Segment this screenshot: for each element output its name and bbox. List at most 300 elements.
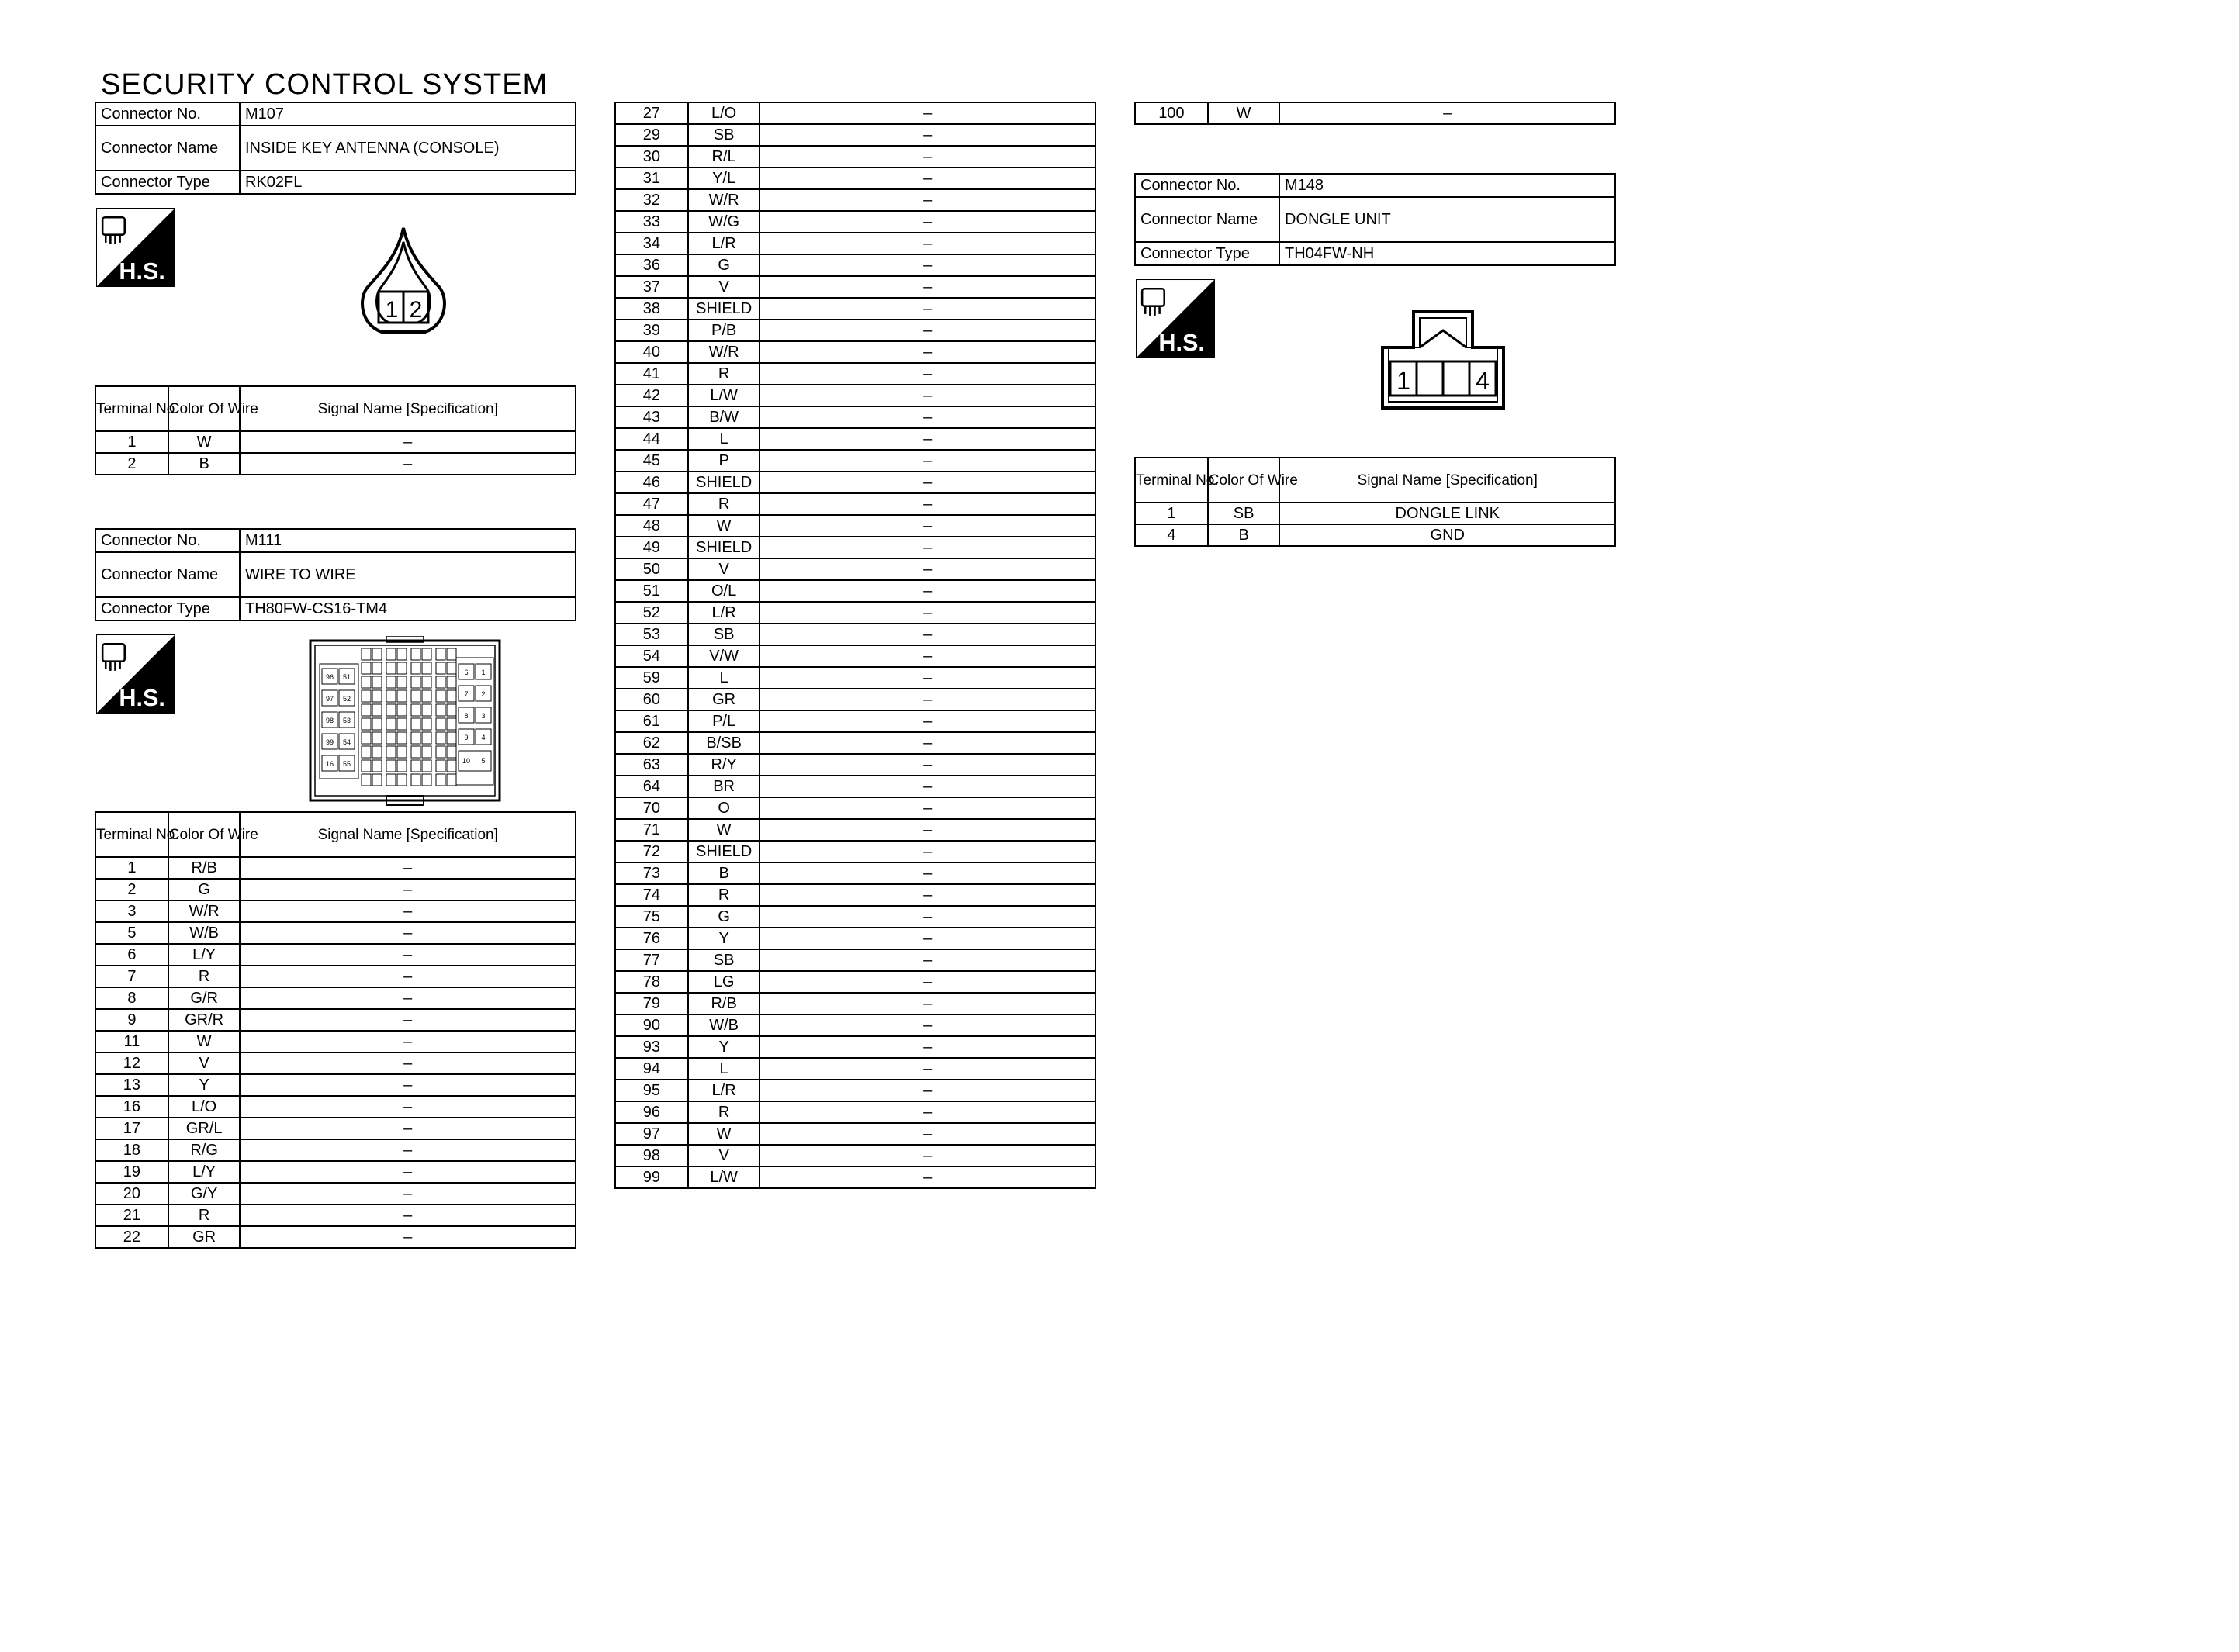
signal-name-cell: – — [760, 124, 1095, 146]
pin-cavity — [422, 690, 431, 702]
cavity-label: 4 — [481, 734, 486, 741]
signal-name-cell: – — [240, 1009, 576, 1031]
table-row — [1135, 524, 1615, 546]
signal-name-cell: – — [760, 1058, 1095, 1080]
signal-name-cell: – — [760, 971, 1095, 993]
table-row — [615, 428, 1095, 450]
wire-color-cell: L/Y — [168, 944, 241, 966]
table-row — [95, 879, 576, 900]
wire-color-cell: V/W — [688, 645, 760, 667]
signal-name-cell: – — [760, 602, 1095, 624]
signal-name-cell: – — [760, 537, 1095, 558]
wire-color-cell: R — [168, 966, 241, 987]
wire-color-cell: B/W — [688, 406, 760, 428]
pin-cavity — [372, 760, 382, 772]
pin-cavity — [436, 662, 445, 674]
table-row — [95, 1031, 576, 1052]
terminal-cell: 21 — [95, 1204, 168, 1226]
terminal-cell: 46 — [615, 472, 688, 493]
table-row — [615, 754, 1095, 776]
harness-side-icon — [1136, 279, 1215, 358]
terminal-cell: 36 — [615, 254, 688, 276]
pin-table-m148 — [1134, 457, 1616, 547]
signal-name-cell: – — [240, 1139, 576, 1161]
terminal-cell: 94 — [615, 1058, 688, 1080]
connector-type-value: TH80FW-CS16-TM4 — [240, 597, 576, 620]
connector-face-m148 — [1379, 309, 1507, 411]
terminal-cell: 20 — [95, 1183, 168, 1204]
signal-name-cell: – — [760, 406, 1095, 428]
pin-cavity — [362, 676, 371, 688]
terminal-cell: 98 — [615, 1145, 688, 1166]
table-row — [615, 971, 1095, 993]
wire-color-cell: W/R — [168, 900, 241, 922]
terminal-cell: 76 — [615, 928, 688, 949]
terminal-cell: 40 — [615, 341, 688, 363]
wire-color-cell: R/B — [168, 857, 241, 879]
table-row — [615, 1080, 1095, 1101]
table-row — [615, 363, 1095, 385]
signal-name-cell: – — [760, 1123, 1095, 1145]
signal-name-cell: – — [760, 341, 1095, 363]
table-row — [615, 993, 1095, 1014]
terminal-cell: 13 — [95, 1074, 168, 1096]
cavity-label: 53 — [342, 717, 351, 724]
pin-cavity — [372, 690, 382, 702]
signal-name-cell: – — [760, 819, 1095, 841]
wire-color-cell: R — [688, 1101, 760, 1123]
cavity-block — [456, 658, 493, 785]
hs-badge-text: H.S. — [1158, 329, 1205, 356]
pin-cavity — [411, 760, 420, 772]
cavity-label: 9 — [464, 734, 469, 741]
wire-color-cell: Y — [168, 1074, 241, 1096]
signal-name-cell: – — [240, 1118, 576, 1139]
pin-cavity — [436, 690, 445, 702]
terminal-cell: 1 — [95, 857, 168, 879]
pin-cavity — [422, 746, 431, 758]
signal-name-cell: DONGLE LINK — [1279, 503, 1615, 524]
wire-color-cell: V — [688, 276, 760, 298]
connector-type-label: Connector Type — [1135, 242, 1279, 265]
wire-color-cell: R/Y — [688, 754, 760, 776]
pin-cavity — [447, 732, 456, 744]
table-row — [615, 884, 1095, 906]
pin-label: 4 — [1476, 367, 1490, 395]
table-row — [95, 1074, 576, 1096]
table-row — [1135, 102, 1615, 124]
table-row — [615, 1101, 1095, 1123]
terminal-cell: 9 — [95, 1009, 168, 1031]
signal-name-cell: – — [760, 254, 1095, 276]
wire-color-cell: W/R — [688, 341, 760, 363]
wire-color-cell: L/O — [168, 1096, 241, 1118]
terminal-cell: 8 — [95, 987, 168, 1009]
terminal-cell: 63 — [615, 754, 688, 776]
terminal-cell: 70 — [615, 797, 688, 819]
cavity-label: 96 — [325, 673, 334, 681]
terminal-cell: 59 — [615, 667, 688, 689]
pin-cavity — [372, 648, 382, 660]
pin-table-m107 — [95, 385, 576, 475]
terminal-cell: 31 — [615, 168, 688, 189]
table-row — [615, 1014, 1095, 1036]
pin-cavity — [386, 760, 396, 772]
pin-cavity — [372, 676, 382, 688]
table-row — [615, 146, 1095, 168]
table-row — [615, 645, 1095, 667]
table-row — [615, 1036, 1095, 1058]
wire-color-cell: O/L — [688, 580, 760, 602]
terminal-cell: 97 — [615, 1123, 688, 1145]
pin-cavity — [362, 774, 371, 786]
wire-color-cell: G — [688, 254, 760, 276]
table-row — [615, 710, 1095, 732]
cavity-label: 16 — [325, 760, 334, 768]
wire-color-cell: R — [688, 363, 760, 385]
cavity-label: 5 — [481, 757, 486, 765]
pin-cavity — [436, 774, 445, 786]
signal-name-cell: – — [240, 1226, 576, 1248]
table-row — [615, 580, 1095, 602]
terminal-cell: 51 — [615, 580, 688, 602]
cavity-label: 2 — [481, 690, 486, 698]
wire-color-cell: LG — [688, 971, 760, 993]
table-row — [95, 1009, 576, 1031]
connector-face-m107 — [358, 225, 448, 337]
pin-label: 2 — [409, 297, 423, 323]
terminal-cell: 44 — [615, 428, 688, 450]
signal-name-cell: – — [760, 710, 1095, 732]
connector-type-value: TH04FW-NH — [1279, 242, 1615, 265]
terminal-cell: 2 — [95, 879, 168, 900]
pin-cavity — [447, 676, 456, 688]
wire-color-cell: R/B — [688, 993, 760, 1014]
table-row — [615, 168, 1095, 189]
pin-cavity — [447, 648, 456, 660]
cavity-label: 98 — [325, 717, 334, 724]
pin-cavity — [447, 718, 456, 730]
terminal-cell: 61 — [615, 710, 688, 732]
terminal-no-header: Terminal No. — [95, 386, 168, 431]
wire-color-cell: V — [168, 1052, 241, 1074]
pin-cavity — [386, 746, 396, 758]
terminal-cell: 19 — [95, 1161, 168, 1183]
signal-name-cell: – — [760, 928, 1095, 949]
signal-name-cell: – — [760, 1166, 1095, 1188]
table-row — [615, 732, 1095, 754]
wire-color-cell: SB — [1208, 503, 1280, 524]
wire-color-cell: Y/L — [688, 168, 760, 189]
wire-color-cell: L — [688, 667, 760, 689]
cavity-label: 10 — [462, 757, 471, 765]
terminal-cell: 73 — [615, 862, 688, 884]
pin-cavity — [411, 690, 420, 702]
signal-name-cell: – — [760, 1145, 1095, 1166]
wire-color-cell: BR — [688, 776, 760, 797]
pin-cavity — [447, 662, 456, 674]
wire-color-cell: Y — [688, 928, 760, 949]
wire-color-cell: G/Y — [168, 1183, 241, 1204]
pin-table-m111-cont — [614, 102, 1096, 1189]
signal-name-cell: – — [760, 1036, 1095, 1058]
pin-cavity — [397, 718, 407, 730]
table-row — [615, 1123, 1095, 1145]
connector-header-m148 — [1134, 173, 1616, 266]
signal-name-header: Signal Name [Specification] — [240, 812, 576, 857]
terminal-cell: 34 — [615, 233, 688, 254]
wire-color-cell: L/W — [688, 1166, 760, 1188]
signal-name-cell: – — [760, 233, 1095, 254]
terminal-no-header: Terminal No. — [1135, 458, 1208, 503]
terminal-cell: 7 — [95, 966, 168, 987]
table-row — [615, 1166, 1095, 1188]
connector-header-m107 — [95, 102, 576, 195]
wire-color-cell: L/R — [688, 233, 760, 254]
signal-name-cell: – — [760, 146, 1095, 168]
table-row — [615, 667, 1095, 689]
signal-name-cell: – — [760, 754, 1095, 776]
cavity-label: 1 — [481, 669, 486, 676]
signal-name-cell: – — [760, 493, 1095, 515]
pin-cavity — [386, 676, 396, 688]
color-of-wire-header: Color Of Wire — [168, 386, 241, 431]
signal-name-cell: – — [760, 993, 1095, 1014]
pin-cavity — [386, 648, 396, 660]
pin-cavity — [447, 760, 456, 772]
wire-color-cell: SB — [688, 949, 760, 971]
pin-cavity — [447, 774, 456, 786]
terminal-cell: 3 — [95, 900, 168, 922]
table-row — [95, 987, 576, 1009]
harness-side-icon — [96, 634, 175, 714]
wire-color-cell: B — [688, 862, 760, 884]
pin-cavity — [372, 746, 382, 758]
signal-name-cell: – — [760, 1014, 1095, 1036]
cavity-label: 7 — [464, 690, 469, 698]
table-row — [615, 320, 1095, 341]
wire-color-cell: R — [168, 1204, 241, 1226]
terminal-cell: 27 — [615, 102, 688, 124]
terminal-cell: 53 — [615, 624, 688, 645]
connector-type-value: RK02FL — [240, 171, 576, 194]
terminal-cell: 43 — [615, 406, 688, 428]
wire-color-cell: R — [688, 493, 760, 515]
pin-cavity — [372, 732, 382, 744]
terminal-cell: 4 — [1135, 524, 1208, 546]
signal-name-cell: – — [240, 987, 576, 1009]
table-row — [615, 493, 1095, 515]
hs-badge-text: H.S. — [119, 684, 165, 711]
pin-label: 1 — [1396, 367, 1410, 395]
wire-color-cell: B/SB — [688, 732, 760, 754]
terminal-cell: 47 — [615, 493, 688, 515]
terminal-cell: 1 — [95, 431, 168, 453]
pin-table-m111 — [95, 811, 576, 1249]
table-row — [615, 341, 1095, 363]
pin-cavity — [386, 704, 396, 716]
terminal-cell: 60 — [615, 689, 688, 710]
connector-face-m111 — [309, 636, 501, 808]
connector-no-label: Connector No. — [95, 529, 240, 552]
wire-color-cell: G — [168, 879, 241, 900]
terminal-cell: 32 — [615, 189, 688, 211]
terminal-cell: 1 — [1135, 503, 1208, 524]
wire-color-cell: B — [1208, 524, 1280, 546]
connector-name-value: INSIDE KEY ANTENNA (CONSOLE) — [240, 126, 576, 171]
wire-color-cell: GR — [168, 1226, 241, 1248]
wire-color-cell: L — [688, 428, 760, 450]
pin-cavity — [362, 704, 371, 716]
cavity-label: 3 — [481, 712, 486, 720]
table-row — [615, 862, 1095, 884]
pin-cavity — [411, 746, 420, 758]
wire-color-cell: SHIELD — [688, 298, 760, 320]
terminal-cell: 6 — [95, 944, 168, 966]
signal-name-cell: – — [240, 1204, 576, 1226]
pin-cavity — [422, 662, 431, 674]
table-row — [615, 385, 1095, 406]
signal-name-cell: – — [760, 841, 1095, 862]
wire-color-cell: P/B — [688, 320, 760, 341]
pin-cavity — [397, 746, 407, 758]
wire-color-cell: W — [688, 819, 760, 841]
pin-cavity — [447, 690, 456, 702]
pin-cavity — [372, 774, 382, 786]
pin-cavity — [436, 704, 445, 716]
terminal-cell: 90 — [615, 1014, 688, 1036]
table-row — [95, 922, 576, 944]
terminal-cell: 16 — [95, 1096, 168, 1118]
pin-cavity — [422, 774, 431, 786]
pin-cavity — [436, 676, 445, 688]
terminal-cell: 37 — [615, 276, 688, 298]
pin-cavity — [411, 648, 420, 660]
cavity-label: 52 — [342, 695, 351, 703]
connector-no-value: M111 — [240, 529, 576, 552]
terminal-cell: 48 — [615, 515, 688, 537]
signal-name-cell: – — [760, 1080, 1095, 1101]
table-row — [615, 776, 1095, 797]
table-row — [615, 515, 1095, 537]
signal-name-cell: – — [760, 884, 1095, 906]
pin-cavity — [397, 676, 407, 688]
table-row — [615, 450, 1095, 472]
table-row — [615, 472, 1095, 493]
wire-color-cell: SHIELD — [688, 841, 760, 862]
pin-cavity — [372, 704, 382, 716]
terminal-cell: 17 — [95, 1118, 168, 1139]
table-row — [615, 797, 1095, 819]
terminal-cell: 49 — [615, 537, 688, 558]
table-row — [615, 211, 1095, 233]
table-row — [95, 1118, 576, 1139]
signal-name-cell: – — [760, 732, 1095, 754]
pin-cavity — [411, 676, 420, 688]
table-row — [615, 406, 1095, 428]
wire-color-cell: SB — [688, 624, 760, 645]
wire-color-cell: GR/R — [168, 1009, 241, 1031]
terminal-cell: 96 — [615, 1101, 688, 1123]
connector-type-label: Connector Type — [95, 171, 240, 194]
signal-name-cell: – — [760, 298, 1095, 320]
terminal-cell: 93 — [615, 1036, 688, 1058]
connector-type-label: Connector Type — [95, 597, 240, 620]
pin-cavity — [436, 760, 445, 772]
table-row — [95, 1139, 576, 1161]
wire-color-cell: W — [168, 1031, 241, 1052]
pin-cavity — [397, 760, 407, 772]
signal-name-cell: – — [240, 453, 576, 475]
terminal-cell: 30 — [615, 146, 688, 168]
pin-cavity — [411, 704, 420, 716]
pin-cavity — [397, 774, 407, 786]
table-row — [615, 1058, 1095, 1080]
connector-name-label: Connector Name — [1135, 197, 1279, 242]
connector-no-value: M148 — [1279, 174, 1615, 197]
signal-name-cell: – — [760, 189, 1095, 211]
connector-name-value: WIRE TO WIRE — [240, 552, 576, 597]
wire-color-cell: L/Y — [168, 1161, 241, 1183]
signal-name-cell: – — [240, 1052, 576, 1074]
table-row — [95, 1096, 576, 1118]
terminal-cell: 39 — [615, 320, 688, 341]
pin-cavity — [362, 662, 371, 674]
terminal-cell: 33 — [615, 211, 688, 233]
color-of-wire-header: Color Of Wire — [1208, 458, 1280, 503]
signal-name-cell: – — [240, 966, 576, 987]
connector-header-m111 — [95, 528, 576, 621]
pin-cavity — [362, 690, 371, 702]
pin-cavity — [372, 718, 382, 730]
wire-color-cell: R — [688, 884, 760, 906]
table-row — [615, 602, 1095, 624]
signal-name-cell: – — [240, 1031, 576, 1052]
table-row — [1135, 503, 1615, 524]
terminal-cell: 12 — [95, 1052, 168, 1074]
table-row — [615, 624, 1095, 645]
table-row — [615, 906, 1095, 928]
terminal-cell: 5 — [95, 922, 168, 944]
signal-name-cell: – — [240, 944, 576, 966]
terminal-cell: 77 — [615, 949, 688, 971]
table-row — [95, 1226, 576, 1248]
wire-color-cell: W/G — [688, 211, 760, 233]
table-row — [615, 189, 1095, 211]
terminal-cell: 71 — [615, 819, 688, 841]
cavity-label: 55 — [342, 760, 351, 768]
terminal-cell: 18 — [95, 1139, 168, 1161]
table-row — [615, 841, 1095, 862]
table-row — [615, 689, 1095, 710]
terminal-cell: 74 — [615, 884, 688, 906]
wire-color-cell: L/R — [688, 602, 760, 624]
table-row — [95, 1204, 576, 1226]
signal-name-cell: – — [240, 879, 576, 900]
terminal-cell: 52 — [615, 602, 688, 624]
signal-name-cell: – — [760, 667, 1095, 689]
pin-cavity — [422, 676, 431, 688]
pin-cavity — [447, 704, 456, 716]
terminal-cell: 79 — [615, 993, 688, 1014]
pin-table-m111-cont2 — [1134, 102, 1616, 125]
terminal-cell: 99 — [615, 1166, 688, 1188]
signal-name-cell: – — [760, 363, 1095, 385]
signal-name-cell: – — [760, 168, 1095, 189]
signal-name-cell: – — [760, 102, 1095, 124]
wire-color-cell: W/R — [688, 189, 760, 211]
table-row — [615, 102, 1095, 124]
